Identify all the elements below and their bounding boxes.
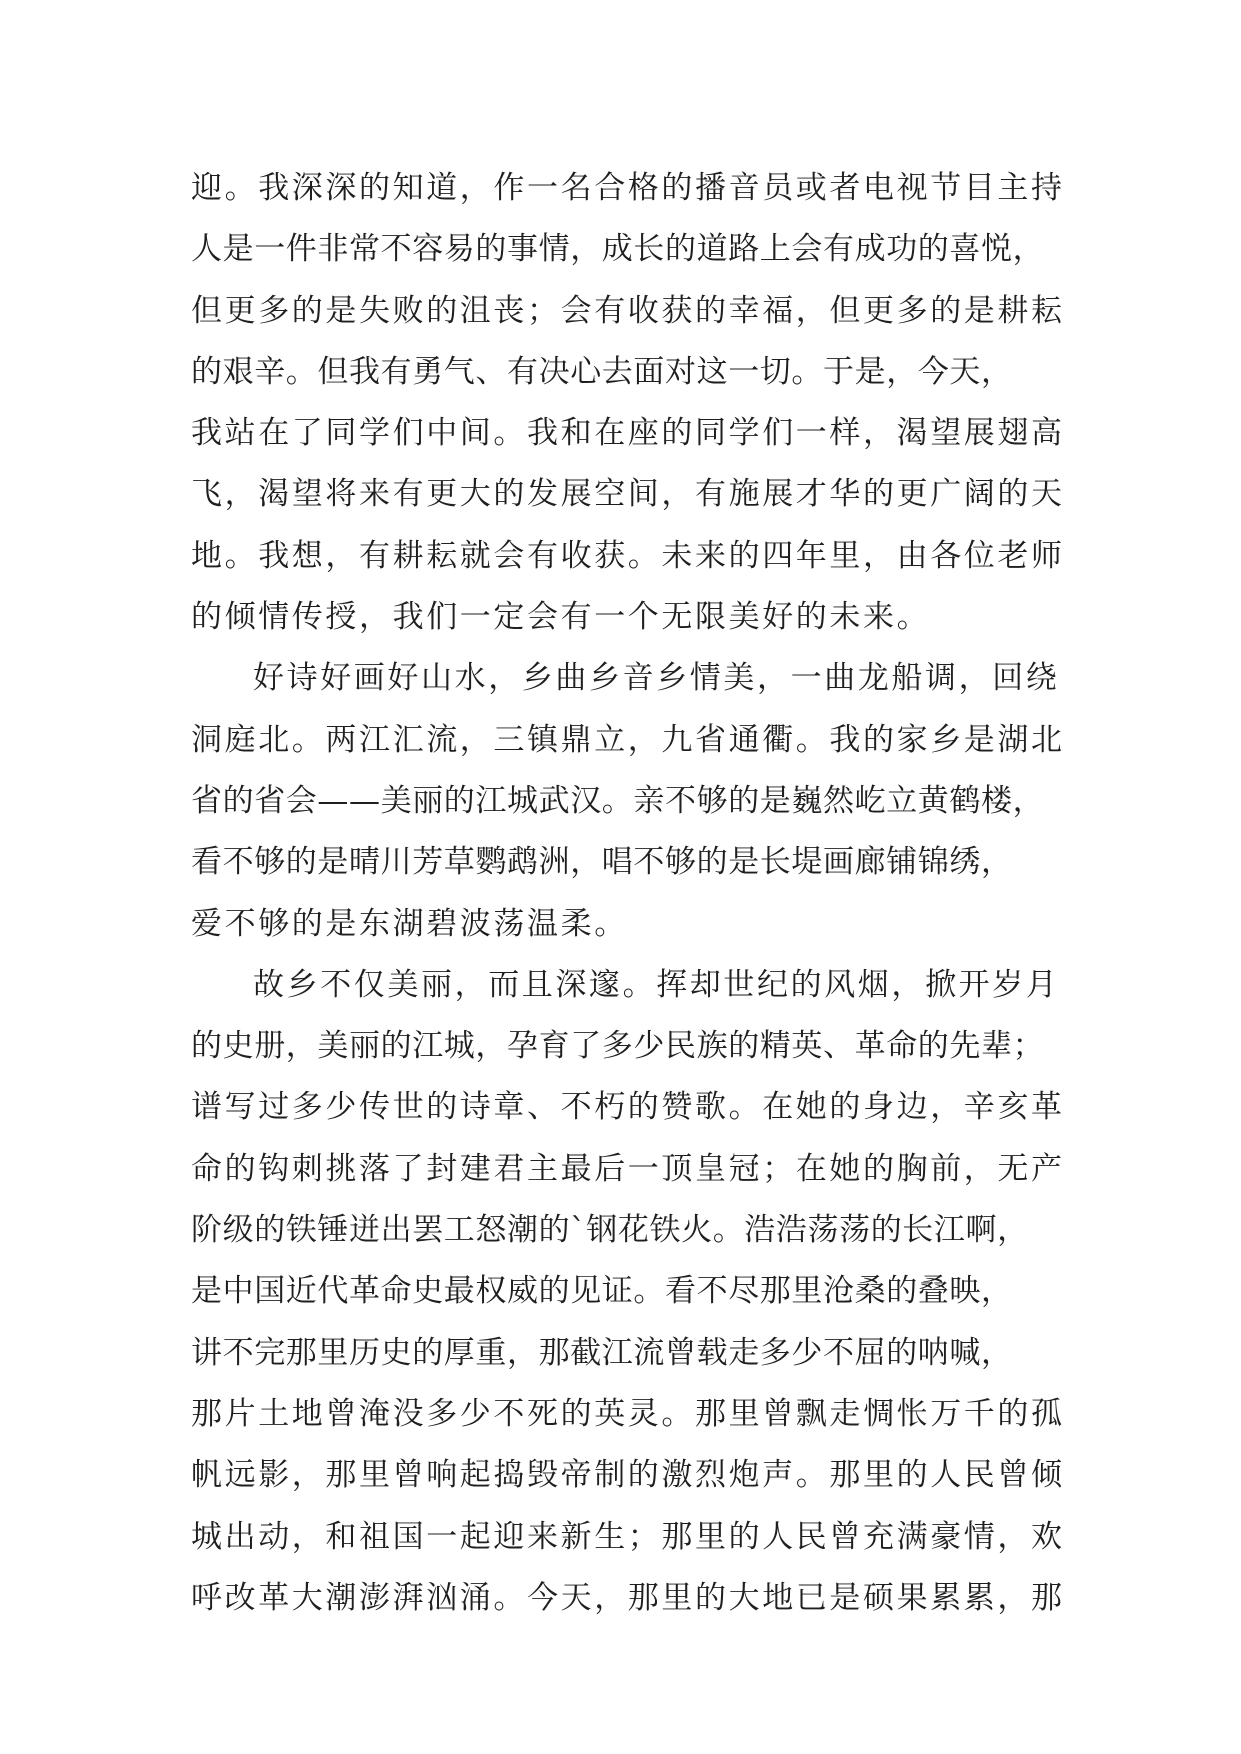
text-line: 帆远影，那里曾响起捣毁帝制的激烈炮声。那里的人民曾倾	[191, 1457, 1065, 1494]
text-line: 阶级的铁锤迸出罢工怒潮的`钢花铁火。浩浩荡荡的长江啊，	[191, 1212, 1029, 1249]
text-line: 地。我想，有耕耘就会有收获。未来的四年里，由各位老师	[191, 537, 1065, 574]
text-line: 飞，渴望将来有更大的发展空间，有施展才华的更广阔的天	[191, 476, 1065, 513]
text-line: 那片土地曾淹没多少不死的英灵。那里曾飘走惆怅万千的孤	[191, 1395, 1065, 1432]
text-line: 的史册，美丽的江城，孕育了多少民族的精英、革命的先辈；	[191, 1028, 1045, 1065]
text-line: 我站在了同学们中间。我和在座的同学们一样，渴望展翅高	[191, 415, 1065, 452]
paragraph-first-line: 好诗好画好山水，乡曲乡音乡情美，一曲龙船调，回绕	[253, 660, 1060, 697]
text-line: 讲不完那里历史的厚重，那截江流曾载走多少不屈的呐喊，	[191, 1334, 1013, 1371]
text-line: 人是一件非常不容易的事情，成长的道路上会有成功的喜悦，	[191, 231, 1045, 268]
text-line: 但更多的是失败的沮丧；会有收获的幸福，但更多的是耕耘	[191, 292, 1065, 329]
text-line: 省的省会——美丽的江城武汉。亲不够的是巍然屹立黄鹤楼，	[191, 782, 1045, 819]
text-line: 迎。我深深的知道，作一名合格的播音员或者电视节目主持	[191, 170, 1065, 206]
text-line: 的倾情传授，我们一定会有一个无限美好的未来。	[191, 599, 931, 636]
text-line: 爱不够的是东湖碧波荡温柔。	[191, 905, 628, 942]
text-line: 谱写过多少传世的诗章、不朽的赞歌。在她的身边，辛亥革	[191, 1089, 1065, 1126]
text-line: 看不够的是晴川芳草鹦鹉洲，唱不够的是长堤画廊铺锦绣，	[191, 844, 1013, 881]
text-line: 呼改革大潮澎湃汹涌。今天，那里的大地已是硕果累累，那	[191, 1579, 1065, 1616]
text-line: 洞庭北。两江汇流，三镇鼎立，九省通衢。我的家乡是湖北	[191, 721, 1065, 758]
text-line: 的艰辛。但我有勇气、有决心去面对这一切。于是，今天，	[191, 353, 1013, 390]
text-line: 命的钩刺挑落了封建君主最后一顶皇冠；在她的胸前，无产	[191, 1150, 1065, 1187]
paragraph-first-line: 故乡不仅美丽，而且深邃。挥却世纪的风烟，掀开岁月	[253, 966, 1060, 1003]
text-line: 城出动，和祖国一起迎来新生；那里的人民曾充满豪情，欢	[191, 1518, 1065, 1555]
text-line: 是中国近代革命史最权威的见证。看不尽那里沧桑的叠映，	[191, 1273, 1013, 1310]
body-text	[191, 158, 1091, 1629]
